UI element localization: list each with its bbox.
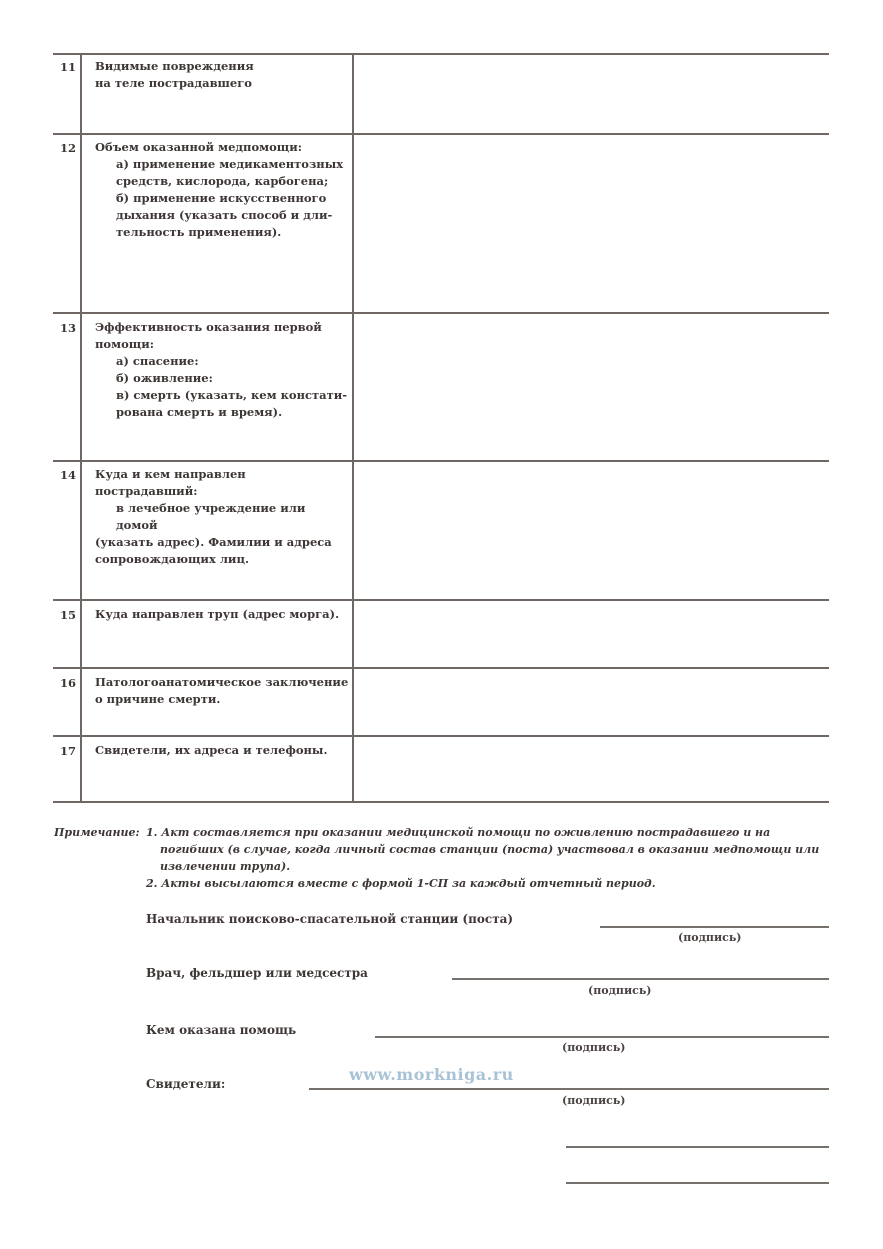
note-item: 1. Акт составляется при оказании медицинской помощи по оживлению пострадавшего и на погибших (в случае, когда личный состав станции (поста) участвовал в оказании медпомощи или извлечении трупа). [146, 826, 820, 873]
row-number: 12 [59, 141, 76, 155]
medic-signature-line[interactable] [452, 978, 829, 980]
chief-signature-caption: (подпись) [678, 931, 742, 944]
row-line: в) смерть (указать, кем констати- [116, 388, 348, 402]
row-title: Куда и кем направлен пострадавший: [95, 467, 246, 498]
value-cell-victim-destination[interactable] [355, 462, 828, 599]
row-label-victim-destination [95, 466, 350, 568]
row-line: тельность применения). [116, 225, 282, 239]
row-label-visible-injuries [95, 58, 350, 92]
row-number: 15 [59, 608, 76, 622]
row-line: б) оживление: [116, 371, 213, 385]
medic-signature-label: Врач, фельдшер или медсестра [146, 966, 368, 980]
note-title: Примечание: [54, 826, 140, 839]
row-title: Объем оказанной медпомощи: [95, 140, 303, 154]
row-label-witnesses [95, 742, 350, 759]
row-line: средств, кислорода, карбогена; [116, 174, 329, 188]
row-number: 14 [59, 468, 76, 482]
row-label-first-aid-effectiveness [95, 319, 350, 421]
row-title: Куда направлен труп (адрес морга). [95, 607, 340, 621]
column-divider-value [352, 53, 354, 803]
column-divider-number [80, 53, 82, 803]
helper-signature-line[interactable] [375, 1036, 829, 1038]
value-cell-autopsy-conclusion[interactable] [355, 669, 828, 735]
witness-signature-line[interactable] [309, 1088, 829, 1090]
witness-signature-line[interactable] [566, 1182, 829, 1184]
medic-signature-caption: (подпись) [588, 984, 652, 997]
row-number: 17 [59, 744, 76, 758]
helper-signature-label: Кем оказана помощь [146, 1023, 297, 1037]
witness-signature-line[interactable] [566, 1146, 829, 1148]
chief-signature-label: Начальник поисково-спасательной станции (поста) [146, 912, 514, 926]
row-title: Эффективность оказания первой [95, 320, 322, 334]
row-line: сопровождающих лиц. [95, 552, 249, 566]
row-line: в лечебное учреждение или домой [116, 501, 306, 532]
row-title: Свидетели, их адреса и телефоны. [95, 743, 328, 757]
row-title: Видимые повреждения [95, 59, 254, 73]
value-cell-medical-aid-volume[interactable] [355, 135, 828, 312]
row-number: 16 [59, 676, 76, 690]
helper-signature-caption: (подпись) [562, 1041, 626, 1054]
row-number: 11 [59, 60, 76, 74]
value-cell-morgue-address[interactable] [355, 601, 828, 667]
row-line: а) спасение: [116, 354, 199, 368]
value-cell-visible-injuries[interactable] [355, 55, 828, 133]
witnesses-signature-label: Свидетели: [146, 1077, 226, 1091]
row-line: рована смерть и время). [116, 405, 283, 419]
row-label-medical-aid-volume [95, 139, 350, 241]
note-item: 2. Акты высылаются вместе с формой 1-СП за каждый отчетный период. [146, 877, 656, 890]
witness-signature-caption: (подпись) [562, 1094, 626, 1107]
note-body [146, 824, 836, 892]
watermark: www.morkniga.ru [349, 1065, 514, 1084]
row-label-autopsy-conclusion [95, 674, 350, 708]
row-line: а) применение медикаментозных [116, 157, 344, 171]
row-line: на теле пострадавшего [95, 76, 252, 90]
row-line: о причине смерти. [95, 692, 221, 706]
table-border-bottom [53, 801, 829, 803]
row-number: 13 [59, 321, 76, 335]
chief-signature-line[interactable] [600, 926, 829, 928]
row-line: (указать адрес). Фамилии и адреса [95, 535, 332, 549]
row-line: помощи: [95, 337, 154, 351]
row-label-morgue-address [95, 606, 350, 623]
value-cell-witnesses[interactable] [355, 737, 828, 801]
row-line: дыхания (указать способ и дли- [116, 208, 333, 222]
value-cell-first-aid-effectiveness[interactable] [355, 314, 828, 460]
row-line: б) применение искусственного [116, 191, 327, 205]
row-title: Патологоанатомическое заключение [95, 675, 349, 689]
